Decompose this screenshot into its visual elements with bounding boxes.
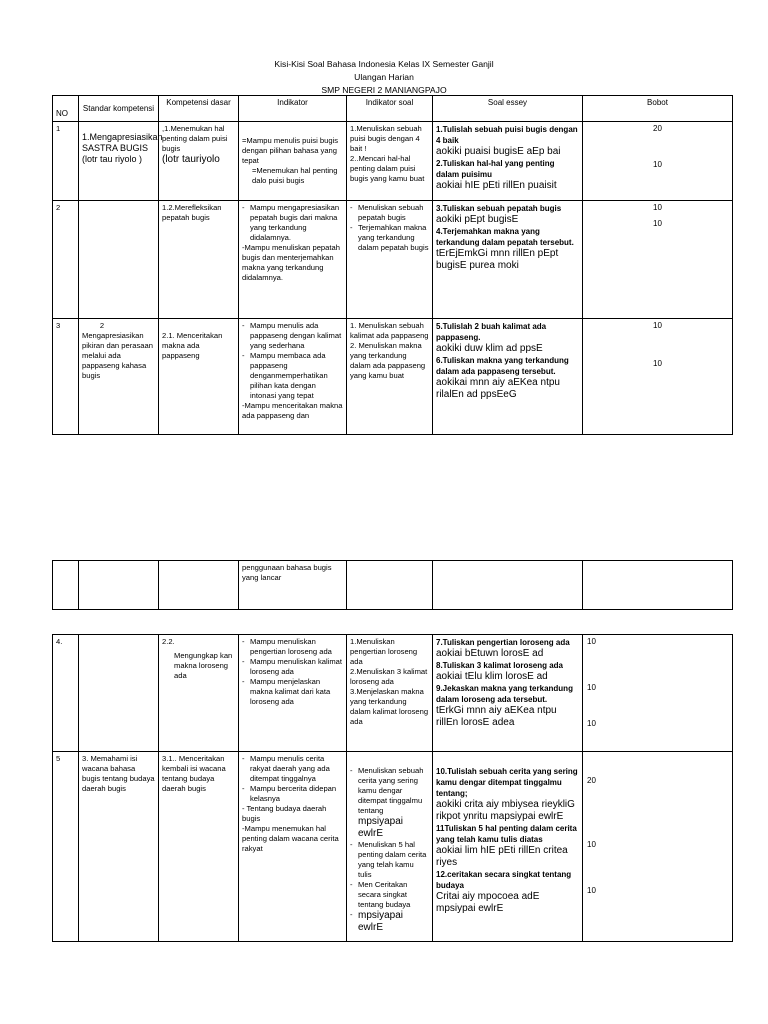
bobot-value: 10 — [653, 359, 662, 368]
bobot-value: 10 — [587, 683, 596, 692]
kd-text: ,1.Menemukan hal penting dalam puisi bugis — [162, 124, 228, 153]
indikator — [239, 635, 347, 752]
kompetensi-dasar — [159, 319, 239, 435]
kompetensi-dasar — [159, 201, 239, 319]
soal-bugis: aokiai lim hIE pEti rillEn critea riyes — [436, 845, 568, 868]
col-no: NO — [53, 96, 79, 122]
soal-bugis: aokiki pEpt bugisE — [436, 214, 519, 225]
bobot — [583, 752, 733, 942]
standar-kompetensi — [79, 319, 159, 435]
doc-subtitle: Ulangan Harian — [354, 72, 414, 82]
bobot-value: 10 — [587, 719, 596, 728]
kd-text: 3.1.. Menceritakan kembali isi wacana tentang budaya daerah bugis — [162, 754, 226, 793]
soal-bugis: aokiki puaisi bugisE aEp bai — [436, 146, 561, 157]
soal-bugis: Critai aiy mpocoea adE mpsiypai ewlrE — [436, 891, 540, 914]
row-number: 4. — [53, 635, 79, 752]
row-number: 3 — [53, 319, 79, 435]
sk-text: 3. Memahami isi wacana bahasa bugis tentang budaya daerah bugis — [82, 754, 155, 793]
indikator-item: -Mampu menuliskan pepatah bugis dan menterjemahkan makna yang terkandung didalamnya. — [242, 243, 340, 282]
kd-text: 1.2.Merefleksikan pepatah bugis — [162, 203, 222, 222]
standar-kompetensi — [79, 752, 159, 942]
kd-bugis-text: (lotr tauriyolo — [162, 154, 220, 165]
row-number — [53, 561, 79, 610]
sk-number: 2 — [99, 321, 105, 330]
indikator-item: -Mampu menceritakan makna ada pappaseng dan — [242, 401, 343, 420]
indikator-item: - Mampu membaca ada pappaseng denganmemperhatikan pilihan kata dengan intonasi yang tepat — [242, 351, 343, 401]
soal-essey — [433, 561, 583, 610]
kompetensi-dasar — [159, 561, 239, 610]
bobot — [583, 635, 733, 752]
soal-bugis: aokiki crita aiy mbiysea rieykliG rikpot ynritu mapsiypai ewlrE — [436, 799, 575, 822]
indikator-item: - Mampu menulis ada pappaseng dengan kalimat yang sederhana — [242, 321, 343, 351]
indikator — [239, 122, 347, 201]
bobot — [583, 122, 733, 201]
bobot-value: 20 — [653, 124, 662, 133]
kompetensi-dasar — [159, 752, 239, 942]
bobot-value: 10 — [653, 160, 662, 169]
indikator-soal-item: - Terjemahkan makna yang terkandung dalam pepatah bugis — [350, 223, 429, 253]
col-bobot: Bobot — [583, 96, 733, 122]
indikator — [239, 561, 347, 610]
table-row — [53, 201, 733, 319]
standar-kompetensi — [79, 635, 159, 752]
soal-item: 2.Tuliskan hal-hal yang penting dalam puisimu — [436, 159, 555, 179]
indikator-soal-bugis: mpsiyapai ewlrE — [358, 816, 404, 839]
indikator-item: - Mampu menulis cerita rakyat daerah yang ada ditempat tinggalnya — [242, 754, 343, 784]
standar-kompetensi — [79, 201, 159, 319]
soal-bugis: aokiki duw klim ad ppsE — [436, 343, 543, 354]
indikator-soal-item: 1.Menuliskan pengertian loroseng ada — [350, 637, 418, 666]
soal-bugis: aokiai hIE pEti rillEn puaisit — [436, 180, 557, 191]
kompetensi-dasar — [159, 635, 239, 752]
table-header-row — [53, 96, 733, 122]
indikator-soal — [347, 752, 433, 942]
bobot — [583, 201, 733, 319]
soal-essey — [433, 122, 583, 201]
kd-number: 2.2. — [162, 637, 175, 646]
document-header — [0, 58, 768, 97]
sk-text: 1.Mengapresiasikan SASTRA BUGIS — [82, 132, 163, 153]
soal-item: 3.Tuliskan sebuah pepatah bugis — [436, 204, 562, 213]
soal-bugis: aokikai mnn aiy aEKea ntpu rilalEn ad ppsEeG — [436, 377, 560, 400]
soal-item: 5.Tulislah 2 buah kalimat ada pappaseng. — [436, 322, 547, 342]
indikator-item: - Mampu bercerita didepan kelasnya — [242, 784, 343, 804]
soal-item: 10.Tulislah sebuah cerita yang sering kamu dengar ditempat tinggalmu tentang; — [436, 767, 578, 798]
indikator-item: - Mampu menjelaskan makna kalimat dari kata loroseng ada — [242, 677, 343, 707]
bobot-value: 20 — [587, 776, 596, 785]
doc-title: Kisi-Kisi Soal Bahasa Indonesia Kelas IX Semester Ganjil — [274, 59, 494, 69]
row-number: 2 — [53, 201, 79, 319]
soal-bugis: aokiai tElu klim lorosE ad — [436, 671, 548, 682]
indikator-item: - Mampu menuliskan pengertian loroseng ada — [242, 637, 343, 657]
indikator-soal-item: 1. Menuliskan sebuah kalimat ada pappaseng — [350, 321, 429, 340]
indikator-item: =Menemukan hal penting dalo puisi bugis — [252, 166, 338, 185]
indikator-soal — [347, 319, 433, 435]
row-number: 1 — [53, 122, 79, 201]
kisi-kisi-table-page1 — [52, 95, 733, 435]
soal-item: 8.Tuliskan 3 kalimat loroseng ada — [436, 661, 564, 670]
table-row — [53, 122, 733, 201]
indikator-soal-item: 3.Menjelaskan makna yang terkandung dalam kalimat loroseng ada — [350, 687, 429, 726]
soal-item: 7.Tuliskan pengertian loroseng ada — [436, 638, 570, 647]
table-row — [53, 561, 733, 610]
indikator — [239, 201, 347, 319]
table-row — [53, 635, 733, 752]
bobot-value: 10 — [653, 219, 662, 228]
indikator-soal — [347, 122, 433, 201]
bobot-value: 10 — [587, 637, 596, 646]
indikator-soal-item: - Menuliskan sebuah pepatah bugis — [350, 203, 429, 223]
indikator-soal-item: 1.Menuliskan sebuah puisi bugis dengan 4 bait ! — [350, 124, 422, 153]
col-indikator-soal: Indikator soal — [347, 96, 433, 122]
bobot-value: 10 — [587, 840, 596, 849]
indikator-item: - Mampu menuliskan kalimat loroseng ada — [242, 657, 343, 677]
indikator-item: - Tentang budaya daerah bugis — [242, 804, 327, 823]
soal-essey — [433, 319, 583, 435]
indikator-soal-item: 2.Menuliskan 3 kalimat loroseng ada — [350, 667, 428, 686]
table-row — [53, 752, 733, 942]
col-soal-essey: Soal essey — [433, 96, 583, 122]
bobot-value: 10 — [653, 203, 662, 212]
indikator-soal — [347, 561, 433, 610]
soal-item: 1.Tulislah sebuah puisi bugis dengan 4 baik — [436, 125, 578, 145]
indikator-soal-item: 2. Menuliskan makna yang terkandung dalam ada pappaseng yang kamu buat — [350, 341, 426, 380]
indikator-soal-item: Menuliskan sebuah cerita yang sering kamu dengar ditempat tinggalmu tentang — [358, 766, 424, 815]
indikator-item: - Mampu mengapresiasikan pepatah bugis dari makna yang terkandung didalamnya. — [242, 203, 343, 243]
kd-text: 2.1. Menceritakan makna ada pappaseng — [162, 331, 223, 360]
soal-item: 12.ceritakan secara singkat tentang budaya — [436, 870, 572, 890]
col-standar-kompetensi: Standar kompetensi — [79, 96, 159, 122]
school-name: SMP NEGERI 2 MANIANGPAJO — [321, 85, 447, 95]
indikator-soal-item: - Menuliskan 5 hal penting dalam cerita yang telah kamu tulis — [350, 840, 429, 880]
row-number: 5 — [53, 752, 79, 942]
kd-text: Mengungkap kan makna loroseng ada — [174, 651, 233, 680]
indikator — [239, 319, 347, 435]
indikator-item: penggunaan bahasa bugis yang lancar — [242, 563, 332, 582]
kisi-kisi-table-continuation — [52, 560, 733, 610]
soal-item: 11Tuliskan 5 hal penting dalam cerita yang telah kamu tulis diatas — [436, 824, 577, 844]
soal-bugis: aokiai bEtuwn lorosE ad — [436, 648, 544, 659]
col-kompetensi-dasar: Kompetensi dasar — [159, 96, 239, 122]
soal-item: 4.Terjemahkan makna yang terkandung dalam pepatah tersebut. — [436, 227, 574, 247]
indikator-soal — [347, 201, 433, 319]
standar-kompetensi — [79, 122, 163, 201]
sk-text: Mengapresiasikan pikiran dan perasaan melalui ada pappaseng kahasa bugis — [82, 331, 153, 380]
bobot — [583, 319, 733, 435]
soal-essey — [433, 752, 583, 942]
soal-item: 6.Tuliskan makna yang terkandung dalam ada pappaseng tersebut. — [436, 356, 569, 376]
soal-bugis: tErkGi mnn aiy aEKea ntpu rillEn lorosE adea — [436, 705, 557, 728]
indikator-soal-item: 2..Mencari hal-hal penting dalam puisi bugis yang kamu buat — [350, 154, 425, 183]
soal-bugis: tErEjEmkGi mnn rillEn pEpt bugisE purea moki — [436, 248, 559, 271]
standar-kompetensi — [79, 561, 159, 610]
bobot-value: 10 — [653, 321, 662, 330]
indikator-soal-item: Men Ceritakan secara singkat tentang budaya — [358, 880, 411, 909]
table-row — [53, 319, 733, 435]
indikator-item: =Mampu menulis puisi bugis dengan pilihan bahasa yang tepat — [242, 136, 339, 165]
soal-essey — [433, 635, 583, 752]
soal-item: 9.Jekaskan makna yang terkandung dalam loroseng ada tersebut. — [436, 684, 573, 704]
col-indikator: Indikator — [239, 96, 347, 122]
indikator-item: -Mampu menemukan hal penting dalam wacana cerita rakyat — [242, 824, 339, 853]
indikator — [239, 752, 347, 942]
sk-bugis-text: (lotr tau riyolo ) — [82, 154, 143, 164]
soal-essey — [433, 201, 583, 319]
indikator-soal-bugis: mpsiyapai ewlrE — [358, 910, 404, 933]
bobot-value: 10 — [587, 886, 596, 895]
kisi-kisi-table-page2 — [52, 634, 733, 942]
indikator-soal — [347, 635, 433, 752]
bobot — [583, 561, 733, 610]
kompetensi-dasar — [159, 122, 239, 201]
